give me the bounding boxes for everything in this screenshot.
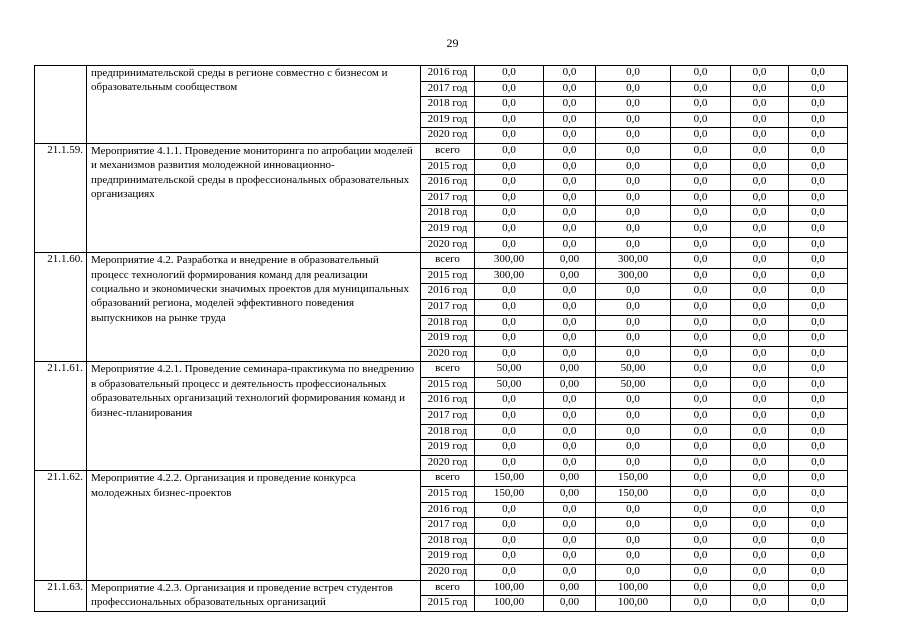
period-cell: 2018 год (421, 206, 475, 222)
value-col-1: 0,0 (475, 159, 544, 175)
period-cell: 2016 год (421, 175, 475, 191)
value-col-6: 0,0 (789, 377, 848, 393)
value-col-4: 0,0 (671, 81, 731, 97)
value-col-5: 0,0 (731, 97, 789, 113)
value-col-5: 0,0 (731, 549, 789, 565)
period-cell: 2015 год (421, 596, 475, 612)
value-col-4: 0,0 (671, 128, 731, 144)
period-cell: 2016 год (421, 393, 475, 409)
value-col-2: 0,0 (544, 393, 596, 409)
value-col-6: 0,0 (789, 221, 848, 237)
value-col-2: 0,0 (544, 533, 596, 549)
value-col-3: 0,0 (596, 565, 671, 581)
value-col-3: 0,0 (596, 128, 671, 144)
value-col-5: 0,0 (731, 128, 789, 144)
value-col-1: 150,00 (475, 471, 544, 487)
value-col-4: 0,0 (671, 143, 731, 159)
value-col-4: 0,0 (671, 377, 731, 393)
value-col-4: 0,0 (671, 362, 731, 378)
value-col-2: 0,0 (544, 502, 596, 518)
value-col-1: 0,0 (475, 175, 544, 191)
value-col-5: 0,0 (731, 268, 789, 284)
period-cell: 2020 год (421, 565, 475, 581)
value-col-6: 0,0 (789, 128, 848, 144)
value-col-3: 0,0 (596, 175, 671, 191)
value-col-5: 0,0 (731, 518, 789, 534)
value-col-1: 0,0 (475, 424, 544, 440)
value-col-2: 0,00 (544, 377, 596, 393)
value-col-5: 0,0 (731, 206, 789, 222)
value-col-6: 0,0 (789, 284, 848, 300)
value-col-5: 0,0 (731, 299, 789, 315)
period-cell: 2019 год (421, 112, 475, 128)
value-col-6: 0,0 (789, 455, 848, 471)
value-col-4: 0,0 (671, 533, 731, 549)
value-col-1: 0,0 (475, 549, 544, 565)
item-number (35, 66, 87, 144)
value-col-6: 0,0 (789, 81, 848, 97)
value-col-1: 0,0 (475, 112, 544, 128)
value-col-4: 0,0 (671, 502, 731, 518)
value-col-6: 0,0 (789, 346, 848, 362)
value-col-1: 0,0 (475, 97, 544, 113)
period-cell: 2019 год (421, 549, 475, 565)
value-col-2: 0,0 (544, 424, 596, 440)
value-col-1: 0,0 (475, 221, 544, 237)
table-row (35, 66, 848, 82)
value-col-5: 0,0 (731, 237, 789, 253)
value-col-4: 0,0 (671, 518, 731, 534)
item-description: Мероприятие 4.1.1. Проведение мониторинга по апробации моделей и механизмов развития молодежной инновационно-предпринимательской среды в профессиональных образовательных организациях (87, 143, 421, 252)
value-col-2: 0,0 (544, 455, 596, 471)
value-col-2: 0,00 (544, 253, 596, 269)
value-col-5: 0,0 (731, 440, 789, 456)
value-col-4: 0,0 (671, 409, 731, 425)
value-col-1: 100,00 (475, 580, 544, 596)
value-col-2: 0,00 (544, 362, 596, 378)
value-col-5: 0,0 (731, 471, 789, 487)
value-col-1: 0,0 (475, 128, 544, 144)
value-col-1: 300,00 (475, 268, 544, 284)
value-col-6: 0,0 (789, 533, 848, 549)
value-col-2: 0,0 (544, 112, 596, 128)
value-col-4: 0,0 (671, 159, 731, 175)
item-description: Мероприятие 4.2.1. Проведение семинара-практикума по внедрению в образовательный процесс и деятельность профессиональных образовательных организаций технологий формирования команд и бизнес-планирования (87, 362, 421, 471)
value-col-1: 0,0 (475, 81, 544, 97)
value-col-2: 0,00 (544, 471, 596, 487)
value-col-3: 0,0 (596, 346, 671, 362)
value-col-2: 0,00 (544, 487, 596, 503)
value-col-5: 0,0 (731, 159, 789, 175)
item-number: 21.1.60. (35, 253, 87, 362)
value-col-5: 0,0 (731, 393, 789, 409)
value-col-4: 0,0 (671, 206, 731, 222)
value-col-3: 0,0 (596, 143, 671, 159)
value-col-4: 0,0 (671, 253, 731, 269)
value-col-4: 0,0 (671, 549, 731, 565)
table-body (35, 66, 848, 612)
period-cell: 2019 год (421, 331, 475, 347)
value-col-4: 0,0 (671, 299, 731, 315)
period-cell: 2018 год (421, 533, 475, 549)
value-col-2: 0,0 (544, 190, 596, 206)
item-number: 21.1.61. (35, 362, 87, 471)
value-col-3: 300,00 (596, 268, 671, 284)
value-col-4: 0,0 (671, 315, 731, 331)
value-col-2: 0,00 (544, 580, 596, 596)
period-cell: 2017 год (421, 299, 475, 315)
value-col-6: 0,0 (789, 268, 848, 284)
value-col-4: 0,0 (671, 455, 731, 471)
value-col-3: 0,0 (596, 502, 671, 518)
value-col-3: 100,00 (596, 580, 671, 596)
value-col-2: 0,00 (544, 268, 596, 284)
value-col-1: 0,0 (475, 284, 544, 300)
item-number: 21.1.62. (35, 471, 87, 580)
period-cell: всего (421, 471, 475, 487)
value-col-3: 0,0 (596, 518, 671, 534)
value-col-2: 0,0 (544, 221, 596, 237)
value-col-4: 0,0 (671, 268, 731, 284)
value-col-6: 0,0 (789, 393, 848, 409)
table-row (35, 253, 848, 269)
value-col-3: 0,0 (596, 299, 671, 315)
value-col-5: 0,0 (731, 362, 789, 378)
period-cell: 2020 год (421, 455, 475, 471)
value-col-1: 0,0 (475, 440, 544, 456)
value-col-6: 0,0 (789, 440, 848, 456)
value-col-1: 0,0 (475, 518, 544, 534)
value-col-3: 0,0 (596, 221, 671, 237)
value-col-1: 0,0 (475, 565, 544, 581)
value-col-2: 0,0 (544, 284, 596, 300)
period-cell: 2015 год (421, 268, 475, 284)
period-cell: 2017 год (421, 409, 475, 425)
value-col-4: 0,0 (671, 112, 731, 128)
value-col-4: 0,0 (671, 471, 731, 487)
value-col-2: 0,0 (544, 206, 596, 222)
value-col-3: 0,0 (596, 424, 671, 440)
value-col-4: 0,0 (671, 331, 731, 347)
value-col-6: 0,0 (789, 190, 848, 206)
value-col-1: 0,0 (475, 237, 544, 253)
value-col-5: 0,0 (731, 175, 789, 191)
period-cell: 2016 год (421, 502, 475, 518)
table-row (35, 471, 848, 487)
value-col-2: 0,0 (544, 409, 596, 425)
value-col-1: 0,0 (475, 66, 544, 82)
value-col-6: 0,0 (789, 175, 848, 191)
value-col-5: 0,0 (731, 81, 789, 97)
value-col-1: 300,00 (475, 253, 544, 269)
item-description: Мероприятие 4.2.2. Организация и проведение конкурса молодежных бизнес-проектов (87, 471, 421, 580)
value-col-6: 0,0 (789, 159, 848, 175)
value-col-5: 0,0 (731, 66, 789, 82)
value-col-2: 0,0 (544, 346, 596, 362)
value-col-2: 0,0 (544, 440, 596, 456)
period-cell: всего (421, 362, 475, 378)
value-col-2: 0,0 (544, 143, 596, 159)
value-col-3: 100,00 (596, 596, 671, 612)
item-description: Мероприятие 4.2.3. Организация и проведение встреч студентов профессиональных образовательных организаций (87, 580, 421, 611)
value-col-1: 100,00 (475, 596, 544, 612)
value-col-3: 0,0 (596, 97, 671, 113)
value-col-5: 0,0 (731, 487, 789, 503)
value-col-1: 0,0 (475, 331, 544, 347)
value-col-6: 0,0 (789, 518, 848, 534)
value-col-5: 0,0 (731, 596, 789, 612)
period-cell: всего (421, 253, 475, 269)
table-row (35, 580, 848, 596)
value-col-1: 0,0 (475, 455, 544, 471)
period-cell: 2017 год (421, 518, 475, 534)
value-col-5: 0,0 (731, 112, 789, 128)
value-col-4: 0,0 (671, 440, 731, 456)
value-col-1: 50,00 (475, 362, 544, 378)
value-col-1: 0,0 (475, 206, 544, 222)
value-col-6: 0,0 (789, 502, 848, 518)
value-col-5: 0,0 (731, 424, 789, 440)
budget-table (34, 65, 848, 612)
period-cell: 2019 год (421, 221, 475, 237)
period-cell: 2015 год (421, 487, 475, 503)
value-col-5: 0,0 (731, 502, 789, 518)
value-col-3: 50,00 (596, 362, 671, 378)
value-col-6: 0,0 (789, 565, 848, 581)
value-col-6: 0,0 (789, 237, 848, 253)
value-col-6: 0,0 (789, 112, 848, 128)
item-number: 21.1.59. (35, 143, 87, 252)
value-col-1: 50,00 (475, 377, 544, 393)
value-col-3: 0,0 (596, 455, 671, 471)
value-col-4: 0,0 (671, 346, 731, 362)
value-col-6: 0,0 (789, 206, 848, 222)
item-description: предпринимательской среды в регионе совместно с бизнесом и образовательным сообществом (87, 66, 421, 144)
value-col-4: 0,0 (671, 175, 731, 191)
period-cell: 2018 год (421, 424, 475, 440)
value-col-2: 0,0 (544, 159, 596, 175)
value-col-6: 0,0 (789, 362, 848, 378)
value-col-1: 0,0 (475, 393, 544, 409)
table-row (35, 143, 848, 159)
value-col-4: 0,0 (671, 393, 731, 409)
period-cell: 2020 год (421, 346, 475, 362)
value-col-3: 0,0 (596, 409, 671, 425)
value-col-1: 0,0 (475, 502, 544, 518)
value-col-4: 0,0 (671, 237, 731, 253)
value-col-6: 0,0 (789, 580, 848, 596)
value-col-5: 0,0 (731, 409, 789, 425)
value-col-6: 0,0 (789, 409, 848, 425)
value-col-2: 0,0 (544, 518, 596, 534)
value-col-2: 0,0 (544, 299, 596, 315)
value-col-3: 0,0 (596, 549, 671, 565)
period-cell: 2016 год (421, 66, 475, 82)
value-col-3: 0,0 (596, 440, 671, 456)
value-col-3: 150,00 (596, 471, 671, 487)
value-col-6: 0,0 (789, 315, 848, 331)
period-cell: 2017 год (421, 190, 475, 206)
page-number: 29 (446, 36, 459, 50)
value-col-3: 0,0 (596, 315, 671, 331)
value-col-2: 0,0 (544, 315, 596, 331)
value-col-2: 0,0 (544, 175, 596, 191)
value-col-4: 0,0 (671, 284, 731, 300)
period-cell: 2020 год (421, 128, 475, 144)
item-number: 21.1.63. (35, 580, 87, 611)
period-cell: 2019 год (421, 440, 475, 456)
value-col-3: 0,0 (596, 331, 671, 347)
value-col-3: 0,0 (596, 112, 671, 128)
value-col-5: 0,0 (731, 253, 789, 269)
value-col-2: 0,0 (544, 549, 596, 565)
period-cell: 2020 год (421, 237, 475, 253)
period-cell: 2018 год (421, 97, 475, 113)
value-col-2: 0,0 (544, 66, 596, 82)
value-col-2: 0,0 (544, 97, 596, 113)
period-cell: 2015 год (421, 377, 475, 393)
value-col-4: 0,0 (671, 424, 731, 440)
value-col-5: 0,0 (731, 565, 789, 581)
period-cell: всего (421, 580, 475, 596)
value-col-5: 0,0 (731, 455, 789, 471)
value-col-4: 0,0 (671, 596, 731, 612)
value-col-1: 0,0 (475, 409, 544, 425)
value-col-5: 0,0 (731, 315, 789, 331)
value-col-1: 0,0 (475, 315, 544, 331)
value-col-1: 0,0 (475, 346, 544, 362)
value-col-4: 0,0 (671, 97, 731, 113)
value-col-6: 0,0 (789, 66, 848, 82)
value-col-6: 0,0 (789, 331, 848, 347)
value-col-5: 0,0 (731, 284, 789, 300)
period-cell: 2017 год (421, 81, 475, 97)
value-col-6: 0,0 (789, 596, 848, 612)
value-col-1: 150,00 (475, 487, 544, 503)
table-row (35, 362, 848, 378)
value-col-6: 0,0 (789, 549, 848, 565)
value-col-2: 0,0 (544, 81, 596, 97)
period-cell: 2015 год (421, 159, 475, 175)
value-col-5: 0,0 (731, 221, 789, 237)
value-col-5: 0,0 (731, 377, 789, 393)
value-col-3: 150,00 (596, 487, 671, 503)
value-col-1: 0,0 (475, 533, 544, 549)
value-col-3: 0,0 (596, 533, 671, 549)
value-col-6: 0,0 (789, 487, 848, 503)
value-col-6: 0,0 (789, 471, 848, 487)
value-col-3: 0,0 (596, 237, 671, 253)
value-col-3: 0,0 (596, 159, 671, 175)
value-col-6: 0,0 (789, 299, 848, 315)
value-col-5: 0,0 (731, 346, 789, 362)
value-col-5: 0,0 (731, 580, 789, 596)
value-col-5: 0,0 (731, 331, 789, 347)
period-cell: 2018 год (421, 315, 475, 331)
value-col-4: 0,0 (671, 565, 731, 581)
value-col-4: 0,0 (671, 66, 731, 82)
value-col-3: 0,0 (596, 66, 671, 82)
value-col-1: 0,0 (475, 299, 544, 315)
item-description: Мероприятие 4.2. Разработка и внедрение в образовательный процесс технологий формирования команд для реализации социально и экономически значимых проектов для муниципальных образований региона, моделей эффективного поведения выпускников на рынке труда (87, 253, 421, 362)
period-cell: всего (421, 143, 475, 159)
value-col-1: 0,0 (475, 190, 544, 206)
value-col-3: 0,0 (596, 81, 671, 97)
value-col-3: 0,0 (596, 190, 671, 206)
value-col-3: 0,0 (596, 284, 671, 300)
value-col-2: 0,0 (544, 331, 596, 347)
value-col-4: 0,0 (671, 190, 731, 206)
value-col-5: 0,0 (731, 143, 789, 159)
value-col-5: 0,0 (731, 190, 789, 206)
value-col-4: 0,0 (671, 580, 731, 596)
value-col-2: 0,0 (544, 237, 596, 253)
value-col-6: 0,0 (789, 143, 848, 159)
value-col-6: 0,0 (789, 253, 848, 269)
value-col-2: 0,00 (544, 596, 596, 612)
value-col-2: 0,0 (544, 565, 596, 581)
value-col-4: 0,0 (671, 487, 731, 503)
value-col-4: 0,0 (671, 221, 731, 237)
value-col-3: 0,0 (596, 206, 671, 222)
period-cell: 2016 год (421, 284, 475, 300)
value-col-6: 0,0 (789, 97, 848, 113)
value-col-3: 0,0 (596, 393, 671, 409)
value-col-3: 300,00 (596, 253, 671, 269)
value-col-3: 50,00 (596, 377, 671, 393)
value-col-5: 0,0 (731, 533, 789, 549)
value-col-6: 0,0 (789, 424, 848, 440)
value-col-1: 0,0 (475, 143, 544, 159)
value-col-2: 0,0 (544, 128, 596, 144)
